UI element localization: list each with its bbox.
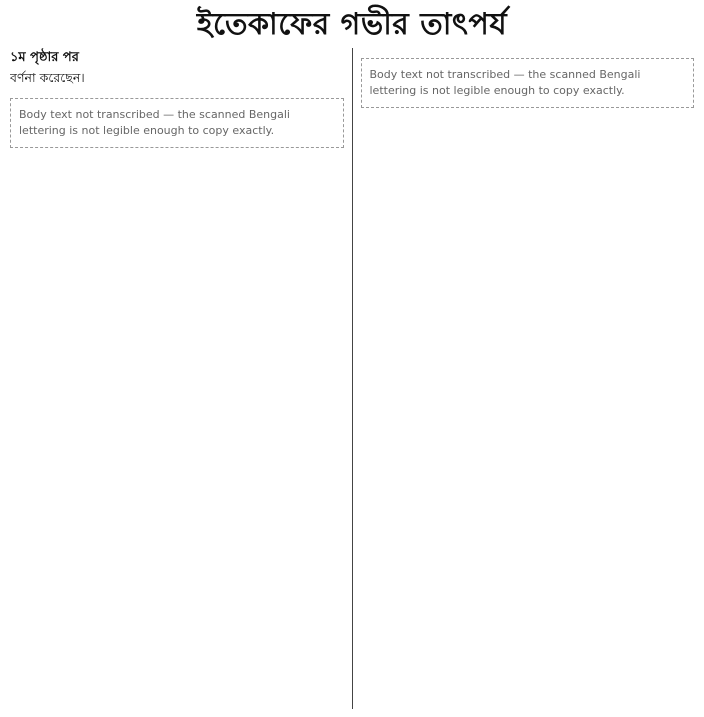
untranscribed-body-left: Body text not transcribed — the scanned Bengali lettering is not legible enough to copy exactly. (10, 98, 344, 148)
right-column (353, 48, 695, 709)
article-body (10, 48, 694, 709)
article-headline: ইতেকাফের গভীর তাৎপর্য (196, 7, 508, 42)
left-column (10, 48, 353, 709)
continuation-note: ১ম পৃষ্ঠার পর (10, 50, 79, 65)
untranscribed-body-right: Body text not transcribed — the scanned Bengali lettering is not legible enough to copy exactly. (361, 58, 695, 108)
left-opening-line: বর্ণনা করেছেন। (10, 70, 85, 85)
